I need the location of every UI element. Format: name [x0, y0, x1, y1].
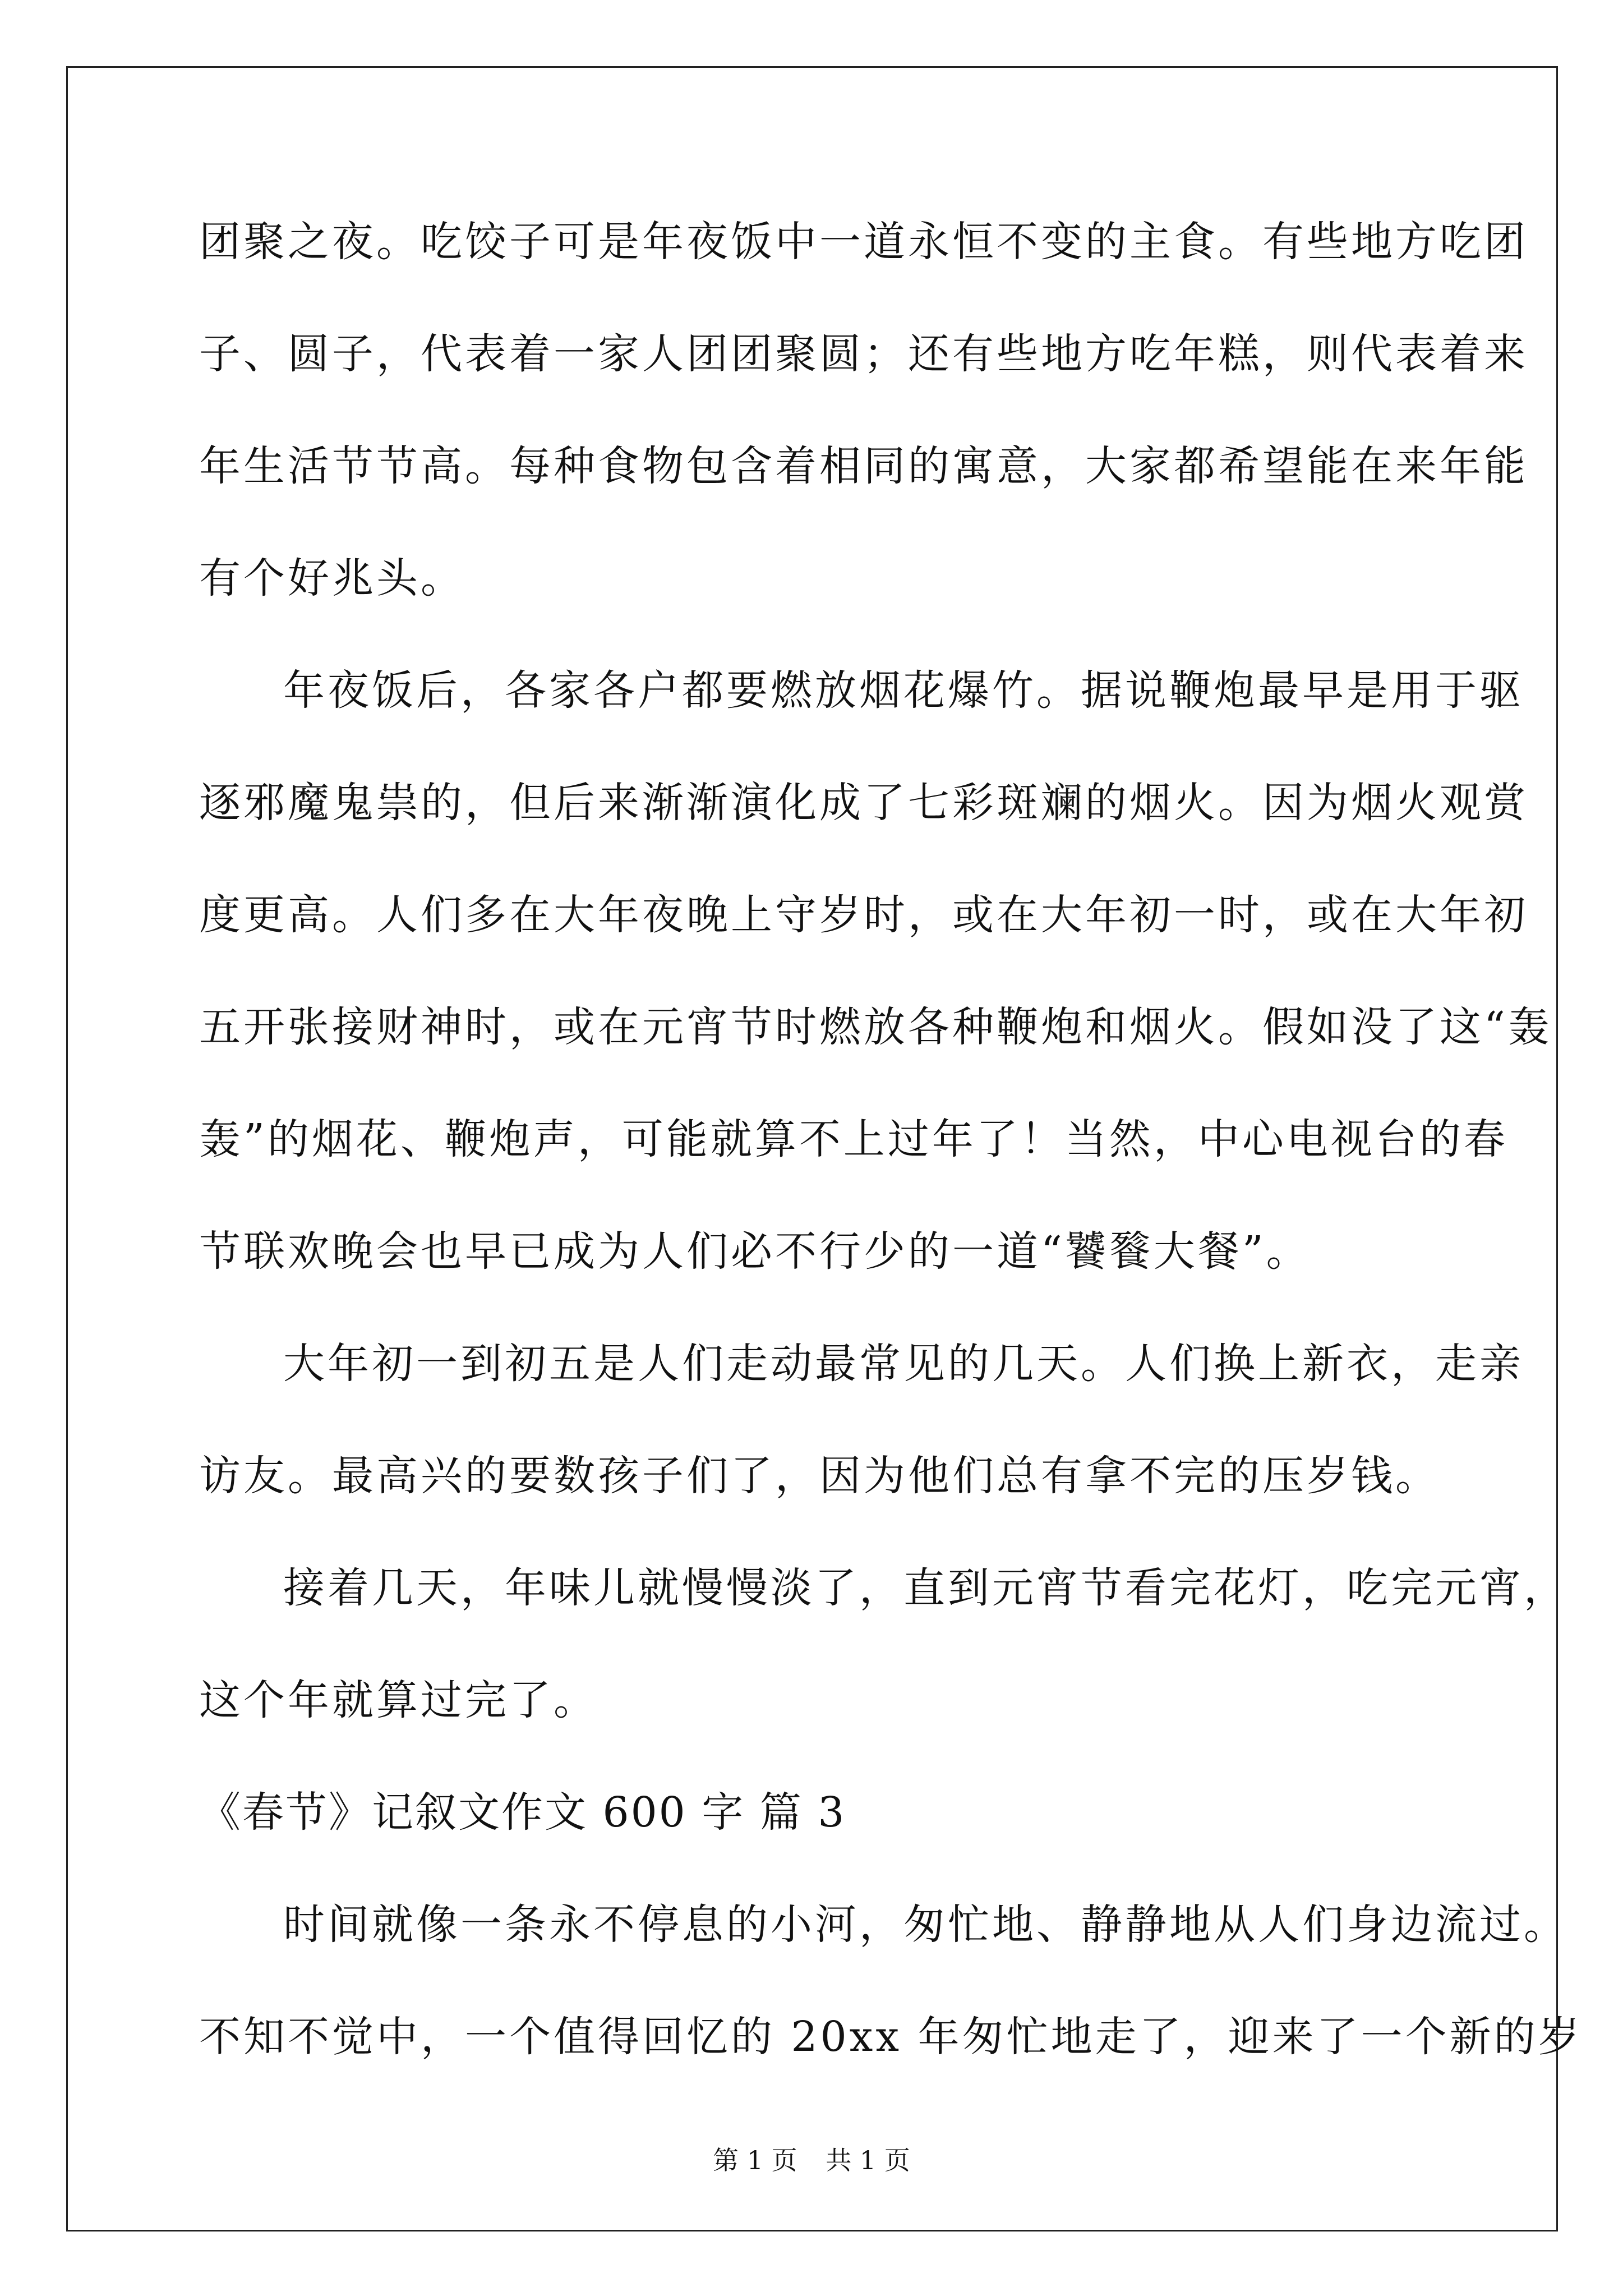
text-line: 节联欢晚会也早已成为人们必不行少的一道“饕餮大餐”。 [199, 1227, 1311, 1276]
paragraph-start-line: 接着几天，年味儿就慢慢淡了，直到元宵节看完花灯，吃完元宵， [283, 1564, 1568, 1612]
paragraph-start-line: 年夜饭后，各家各户都要燃放烟花爆竹。据说鞭炮最早是用于驱 [283, 666, 1524, 715]
document-body [199, 217, 1583, 2124]
text-line: 五开张接财神时，或在元宵节时燃放各种鞭炮和烟火。假如没了这“轰 [199, 1003, 1552, 1051]
text-line: 团聚之夜。吃饺子可是年夜饭中一道永恒不变的主食。有些地方吃团 [199, 218, 1528, 266]
section-heading: 《春节》记叙文作文 600 字 篇 3 [199, 1788, 846, 1837]
text-line: 这个年就算过完了。 [199, 1676, 598, 1724]
text-line: 子、圆子，代表着一家人团团聚圆；还有些地方吃年糕，则代表着来 [199, 330, 1528, 378]
paragraph-start-line: 时间就像一条永不停息的小河，匆忙地、静静地从人们身边流过。 [283, 1901, 1568, 1949]
text-line: 访友。最高兴的要数孩子们了，因为他们总有拿不完的压岁钱。 [199, 1452, 1440, 1500]
text-line: 度更高。人们多在大年夜晚上守岁时，或在大年初一时，或在大年初 [199, 891, 1528, 939]
text-line: 逐邪魔鬼祟的，但后来渐渐演化成了七彩斑斓的烟火。因为烟火观赏 [199, 779, 1528, 827]
page-footer [0, 2140, 1623, 2177]
paragraph-start-line: 大年初一到初五是人们走动最常见的几天。人们换上新衣，走亲 [283, 1340, 1524, 1388]
text-line: 轰”的烟花、鞭炮声，可能就算不上过年了！当然，中心电视台的春 [199, 1115, 1508, 1163]
page-total: 共 1 页 [826, 2145, 910, 2175]
text-line: 有个好兆头。 [199, 554, 465, 602]
text-line: 不知不觉中，一个值得回忆的 20xx 年匆忙地走了，迎来了一个新的岁 [199, 2013, 1583, 2061]
text-line: 年生活节节高。每种食物包含着相同的寓意，大家都希望能在来年能 [199, 442, 1528, 490]
page-number: 第 1 页 [713, 2145, 797, 2175]
